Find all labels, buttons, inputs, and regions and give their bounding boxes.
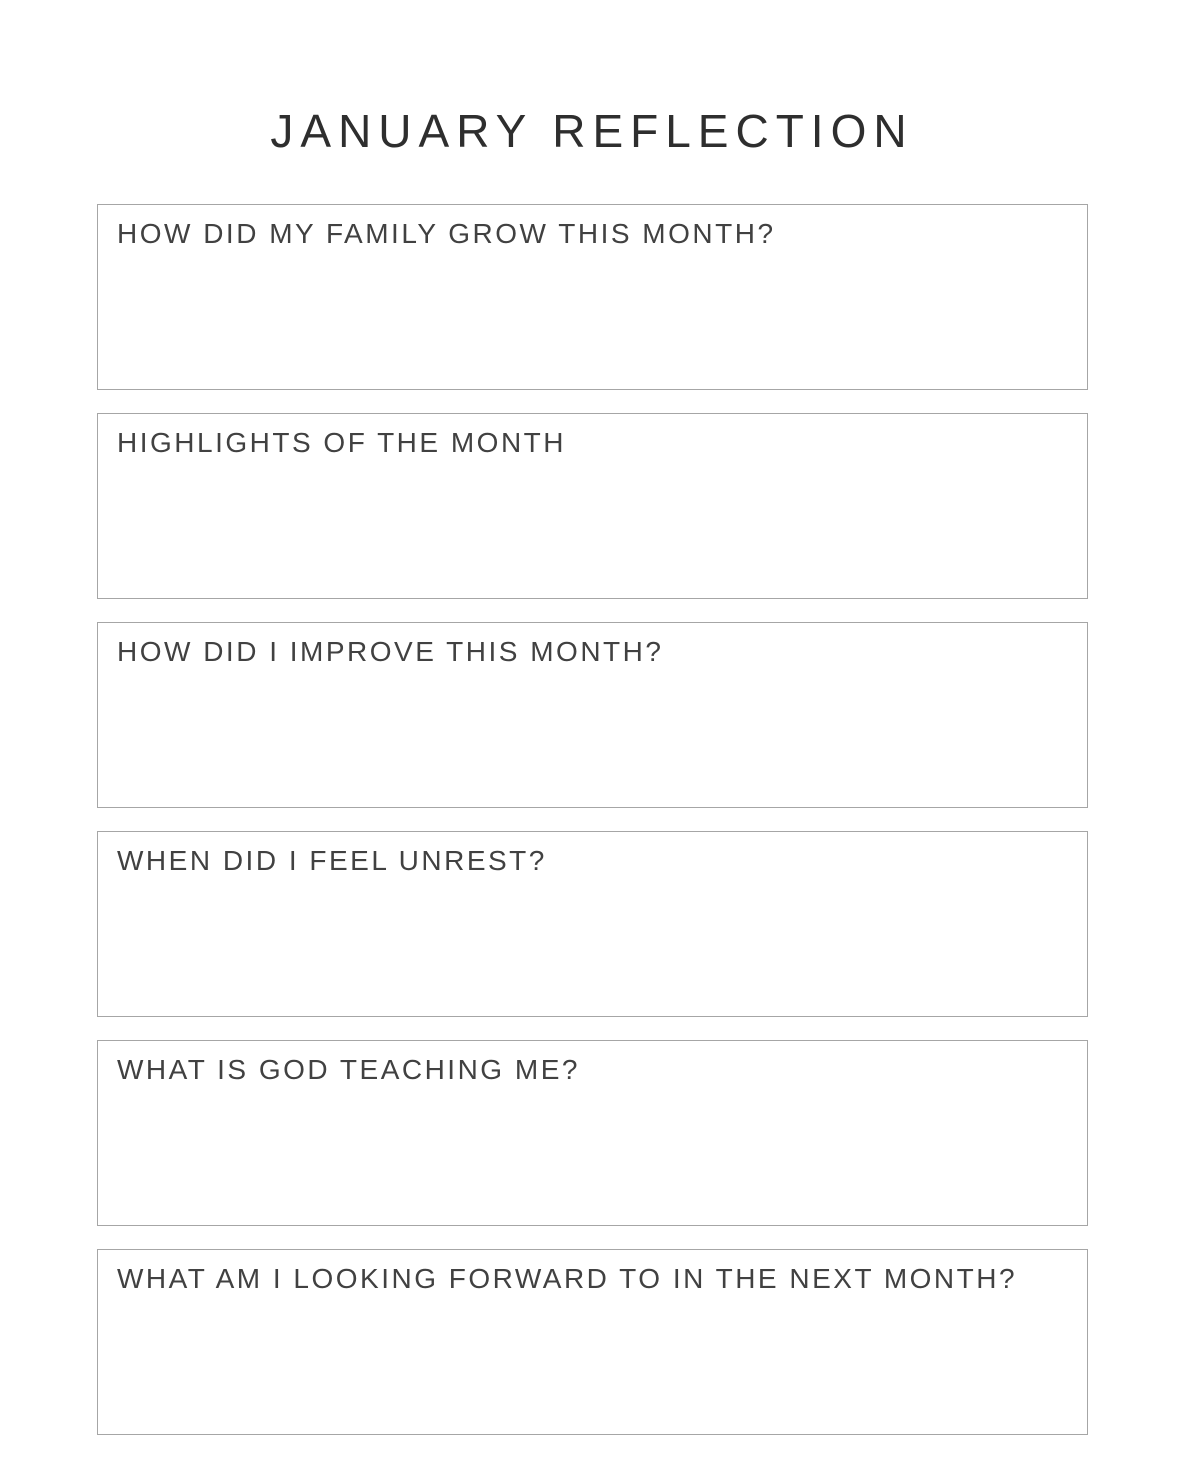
section-looking-forward-answer-area[interactable] [117,1298,1068,1418]
section-god-teaching-answer-area[interactable] [117,1089,1068,1209]
section-looking-forward-label: WHAT AM I LOOKING FORWARD TO IN THE NEXT MONTH? [117,1263,1018,1294]
section-looking-forward [97,1249,1088,1435]
section-unrest [97,831,1088,1017]
section-unrest-answer-area[interactable] [117,880,1068,1000]
section-improvement [97,622,1088,808]
section-improvement-answer-area[interactable] [117,671,1068,791]
section-highlights-label: HIGHLIGHTS OF THE MONTH [117,427,566,458]
page-title: JANUARY REFLECTION [270,105,914,157]
section-improvement-label: HOW DID I IMPROVE THIS MONTH? [117,636,664,667]
section-family-growth-answer-area[interactable] [117,253,1068,373]
sections-container [97,204,1088,1458]
section-god-teaching [97,1040,1088,1226]
section-family-growth [97,204,1088,390]
section-highlights [97,413,1088,599]
section-highlights-answer-area[interactable] [117,462,1068,582]
section-god-teaching-label: WHAT IS GOD TEACHING ME? [117,1054,580,1085]
section-unrest-label: WHEN DID I FEEL UNREST? [117,845,547,876]
section-family-growth-label: HOW DID MY FAMILY GROW THIS MONTH? [117,218,776,249]
